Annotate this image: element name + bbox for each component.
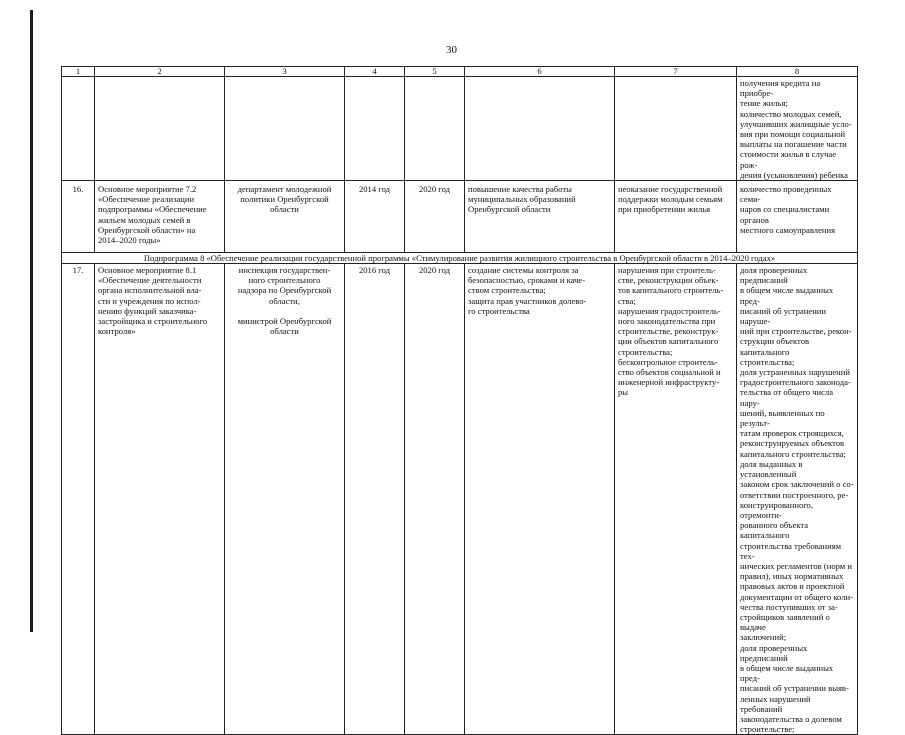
left-margin-rule (30, 10, 33, 632)
column-header: 7 (615, 67, 737, 77)
column-header: 2 (95, 67, 225, 77)
measures-table (61, 66, 858, 735)
cell-end-year: 2020 год (405, 264, 465, 735)
cell-empty (405, 77, 465, 181)
cell-measure-name: Основное мероприятие 7.2 «Обеспечение реализации подпрограммы «Обеспечение жильем молодых семей в Оренбургской области» на 2014–2020 годы» (95, 181, 225, 253)
cell-row-number: 16. (62, 181, 95, 253)
table-row-continuation (62, 77, 858, 181)
cell-row-number: 17. (62, 264, 95, 735)
cell-expected-result: создание системы контроля за безопасностью, сроками и каче- ством строительства; защита прав участников долево- го строительства (465, 264, 615, 735)
column-header: 6 (465, 67, 615, 77)
cell-start-year: 2014 год (345, 181, 405, 253)
cell-indicators: количество проведенных семи- наров со специалистами органов местного самоуправления (737, 181, 858, 253)
cell-executor: департамент молодежной политики Оренбургской области (225, 181, 345, 253)
column-header: 3 (225, 67, 345, 77)
page-number: 30 (446, 44, 457, 56)
cell-start-year: 2016 год (345, 264, 405, 735)
column-header: 4 (345, 67, 405, 77)
table-row-16 (62, 181, 858, 253)
cell-indicators-continued: получения кредита на приобре- тение жилья; количество молодых семей, улучшивших жилищные усло- вия при помощи социальной выплаты на погашение части стоимости жилья в случае рож- дения (усыновления) ребенка (737, 77, 858, 181)
cell-consequences: нарушения при строитель- стве, реконструкции объек- тов капитального строитель- ства; нарушения градостроитель- ного законодательства при строительстве, реконструк- ции объектов капитального строительства; бесконтрольное строитель- ство объектов социальной и инженерной инфраструкту- ры (615, 264, 737, 735)
cell-empty (95, 77, 225, 181)
subprogram-heading-row (62, 253, 858, 264)
column-header: 1 (62, 67, 95, 77)
cell-executor: инспекция государствен- ного строительного надзора по Оренбургской области, министрой Оренбургской области (225, 264, 345, 735)
cell-empty (225, 77, 345, 181)
cell-end-year: 2020 год (405, 181, 465, 253)
cell-expected-result: повышение качества работы муниципальных образований Оренбургской области (465, 181, 615, 253)
cell-empty (465, 77, 615, 181)
column-number-row (62, 67, 858, 77)
cell-empty (345, 77, 405, 181)
cell-empty (615, 77, 737, 181)
table-row-17 (62, 264, 858, 735)
column-header: 5 (405, 67, 465, 77)
cell-consequences: неоказание государственной поддержки молодым семьям при приобретении жилья (615, 181, 737, 253)
cell-empty (62, 77, 95, 181)
subprogram-heading: Подпрограмма 8 «Обеспечение реализации государственной программы «Стимулирование развития жилищного строительства в Оренбургской области в 2014–2020 годах» (62, 253, 858, 264)
cell-indicators: доля проверенных предписаний в общем числе выданных пред- писаний об устранении наруше- ний при строительстве, рекон- струкции объектов капитального строительства; доля устраненных нарушений градостроительного законода- тельства от общего числа нару- шений, выявленных по результ- татам проверок строящихся, реконструируемых объектов капитального строительства; доля выданных в установленный законом срок заключений о со- ответствии построенного, ре- конструированного, отремонти- рованного объекта капитального строительства требованиям тех- нических регламентов (норм и правил), иных нормативных правовых актов и проектной документации от общего коли- чества поступивших от за- стройщиков заявлений о выдаче заключений; доля проверенных предписаний в общем числе выданных пред- писаний об устранении выяв- ленных нарушений требований законодательства о долевом строительстве; (737, 264, 858, 735)
column-header: 8 (737, 67, 858, 77)
cell-measure-name: Основное мероприятие 8.1 «Обеспечение деятельности органа исполнительной вла- сти и учреждения по испол- нению функций заказчика- застройщика и строительного контроля» (95, 264, 225, 735)
